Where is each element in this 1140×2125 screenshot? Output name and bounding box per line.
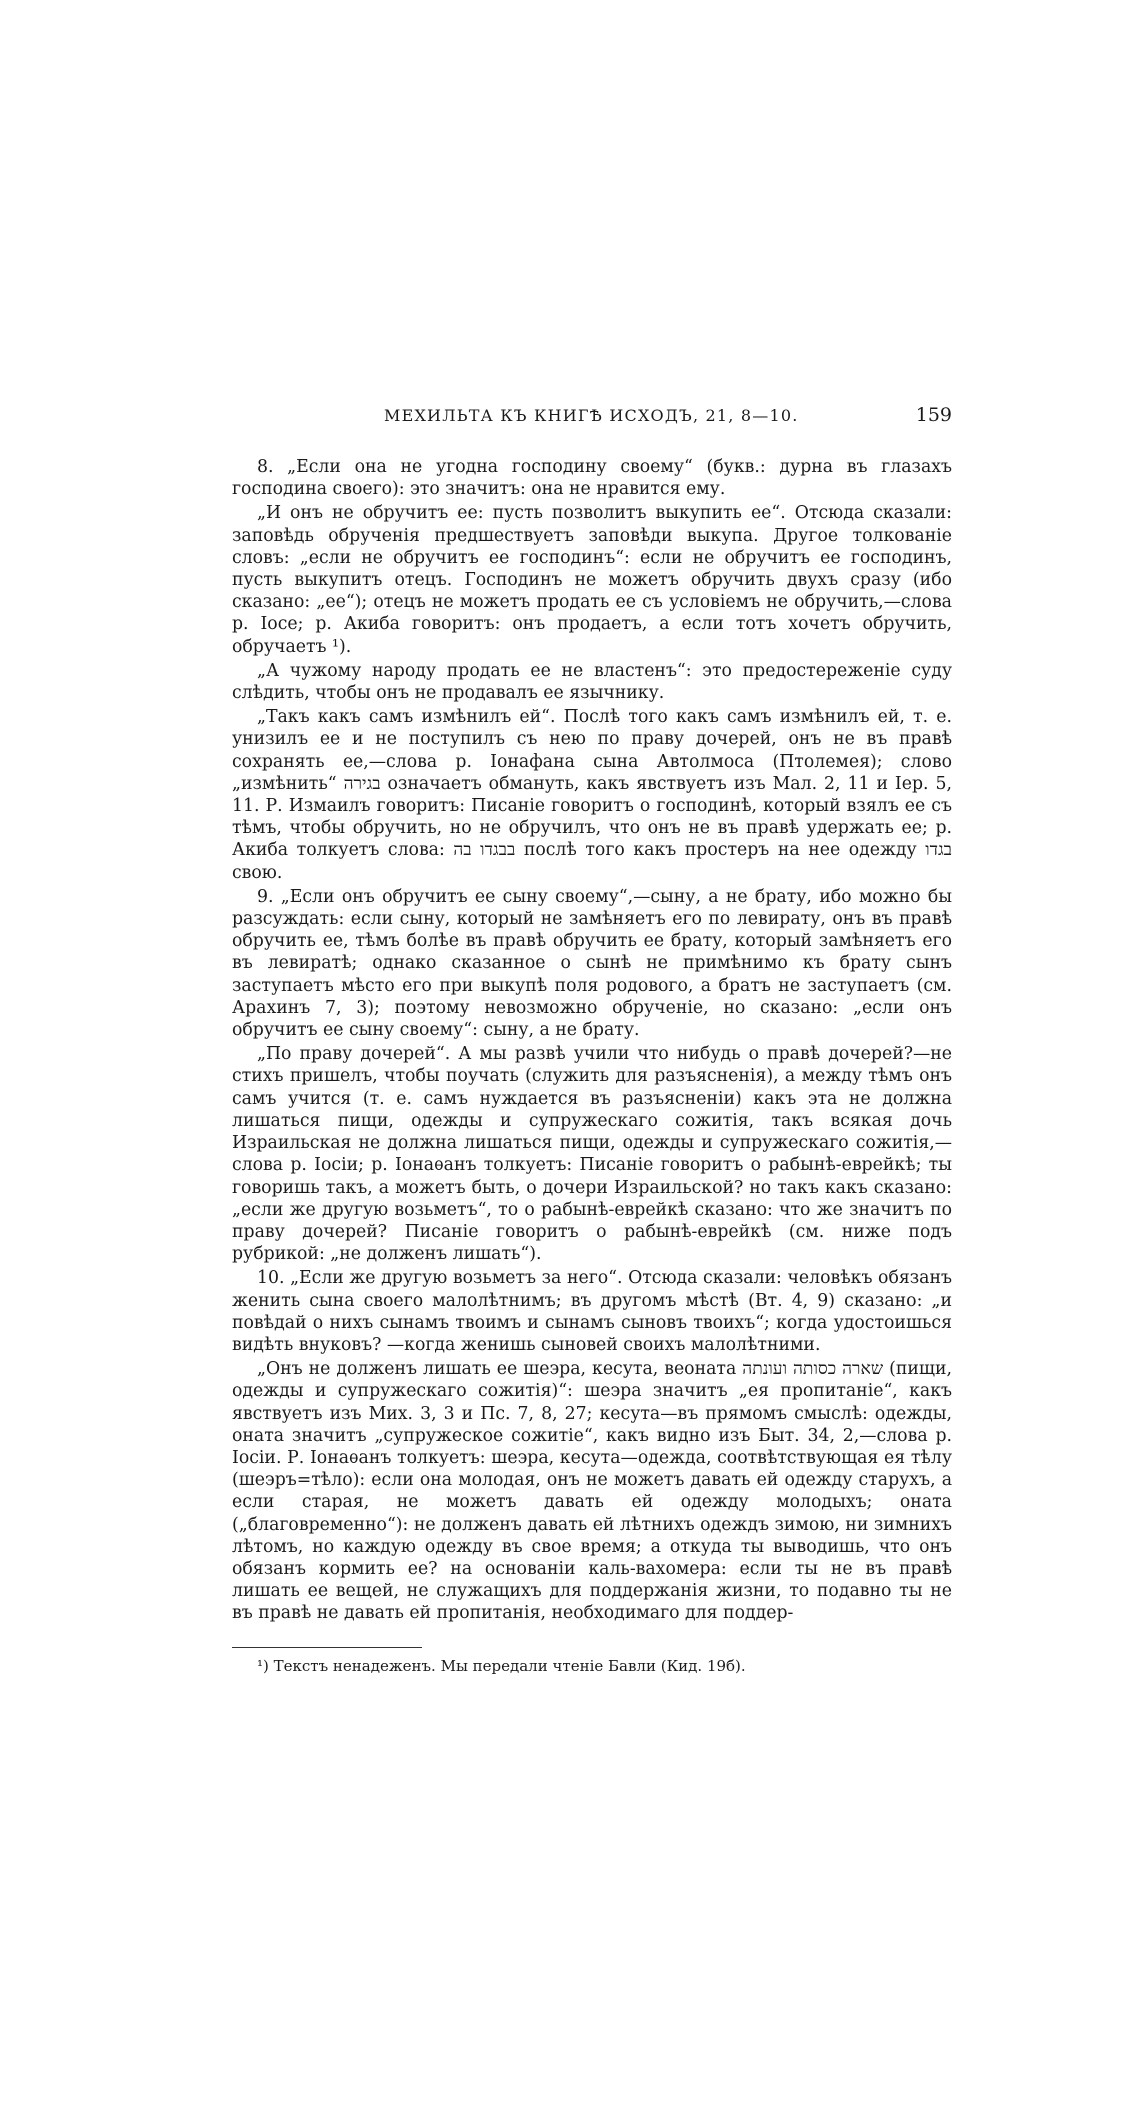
page-header xyxy=(232,404,952,434)
document-page xyxy=(232,404,952,1676)
paragraph-food-clothing: „Онъ не долженъ лишать ее шеэра, кесута, веоната שארה כסותה ועונתה (пищи, одежды и супружескаго сожитія)“: шеэра значитъ „ея пропитаніе“, какъ явствуетъ изъ Мих. 3, 3 и Пс. 7, 8, 27; кесута—въ прямомъ смыслѣ: одежды, оната значитъ „супружеское сожитіе“, какъ видно изъ Быт. 34, 2,—слова р. Іосіи. Р. Іонаѳанъ толкуетъ: шеэра, кесута—одежда, соотвѣтствующая ея тѣлу (шеэръ=тѣло): если она молодая, онъ не можетъ давать ей одежду старухъ, а если старая, не можетъ давать ей одежду молодыхъ; оната („благовременно“): не долженъ давать ей лѣтнихъ одеждъ зимою, ни зимнихъ лѣтомъ, но каждую одежду въ свое время; а откуда ты выводишь, что онъ обязанъ кормить ее? на основаніи каль-вахомера: если ты не въ правѣ лишать ее вещей, не служащихъ для поддержанія жизни, то подавно ты не въ правѣ не давать ей пропитанія, необходимаго для поддер- xyxy=(232,1359,952,1624)
paragraph-betrothal: „И онъ не обручитъ ее: пусть позволитъ выкупить ее“. Отсюда сказали: заповѣдь обрученія предшествуетъ заповѣди выкупа. Другое толкованіе словъ: „если не обручитъ ее господинъ“: если не обручитъ ее господинъ, пусть выкупитъ отецъ. Господинъ не можетъ обручить двухъ сразу (ибо сказано: „ее“); отецъ не можетъ продать ее съ условіемъ не обручить,—слова р. Іосе; р. Акиба говоритъ: онъ продаетъ, а если тотъ хочетъ обручить, обручаетъ ¹). xyxy=(232,503,952,657)
page-number: 159 xyxy=(915,404,952,426)
paragraph-betrayed: „Такъ какъ самъ измѣнилъ ей“. Послѣ того какъ самъ измѣнилъ ей, т. е. унизилъ ее и не поступилъ съ нею по праву дочерей, онъ не въ правѣ сохранять ее,—слова р. Іонафана сына Автолмоса (Птолемея); слово „измѣнить“ בגירה означаетъ обмануть, какъ явствуетъ изъ Мал. 2, 11 и Іер. 5, 11. Р. Измаилъ говоритъ: Писаніе говоритъ о господинѣ, который взялъ ее съ тѣмъ, чтобы обручить, но не обручилъ, что онъ не въ правѣ удержать ее; р. Акиба толкуетъ слова: בבגדו בה послѣ того какъ простеръ на нее одежду בגדו свою. xyxy=(232,707,953,883)
paragraph-daughters-right: „По праву дочерей“. А мы развѣ учили что нибудь о правѣ дочерей?—не стихъ пришелъ, чтобы поучать (служить для разъясненія), а между тѣмъ онъ самъ учится (т. е. самъ нуждается въ разъясненіи) какъ эта не должна лишаться пищи, одежды и супружескаго сожитія, такъ всякая дочь Израильская не должна лишаться пищи, одежды и супружескаго сожитія,—слова р. Іосіи; р. Іонаѳанъ толкуетъ: Писаніе говоритъ о рабынѣ-еврейкѣ; ты говоришь такъ, а можетъ быть, о дочери Израильской? но такъ какъ сказано: „если же другую возьметъ“, то о рабынѣ-еврейкѣ сказано: что же значитъ по праву дочерей? Писаніе говоритъ о рабынѣ-еврейкѣ (см. ниже подъ рубрикой: „не долженъ лишать“). xyxy=(232,1044,952,1265)
paragraph-verse-10: 10. „Если же другую возьметъ за него“. Отсюда сказали: человѣкъ обязанъ женить сына своего малолѣтнимъ; въ другомъ мѣстѣ (Вт. 4, 9) сказано: „и повѣдай о нихъ сынамъ твоимъ и сынамъ сыновъ твоихъ“; когда удостоишься видѣть внуковъ? —когда женишь сыновей своихъ малолѣтними. xyxy=(232,1268,952,1355)
footnote: ¹) Текстъ ненадеженъ. Мы передали чтеніе Бавли (Кид. 19б). xyxy=(257,1656,746,1675)
running-head: МЕХИЛЬТА КЪ КНИГѢ ИСХОДЪ, 21, 8—10. xyxy=(384,406,799,425)
body-text xyxy=(232,456,952,1625)
footnote-rule xyxy=(232,1647,422,1648)
paragraph-foreign-people: „А чужому народу продать ее не властенъ“: это предостереженіе суду слѣдить, чтобы онъ не продавалъ ее язычнику. xyxy=(232,660,952,704)
paragraph-verse-9: 9. „Если онъ обручитъ ее сыну своему“,—сыну, а не брату, ибо можно бы разсуждать: если сыну, который не замѣняетъ его по левирату, онъ въ правѣ обручить ее, тѣмъ болѣе въ правѣ обручить ее брату, который замѣняетъ его въ левиратѣ; однако сказанное о сынѣ не примѣнимо къ брату сынъ заступаетъ мѣсто его при выкупѣ поля родового, а братъ не заступаетъ (см. Арахинъ 7, 3); поэтому невозможно обрученіе, но сказано: „если онъ обручитъ ее сыну своему“: сыну, а не брату. xyxy=(232,886,952,1041)
paragraph-verse-8: 8. „Если она не угодна господину своему“ (букв.: дурна въ глазахъ господина своего): это значитъ: она не нравится ему. xyxy=(232,457,952,500)
